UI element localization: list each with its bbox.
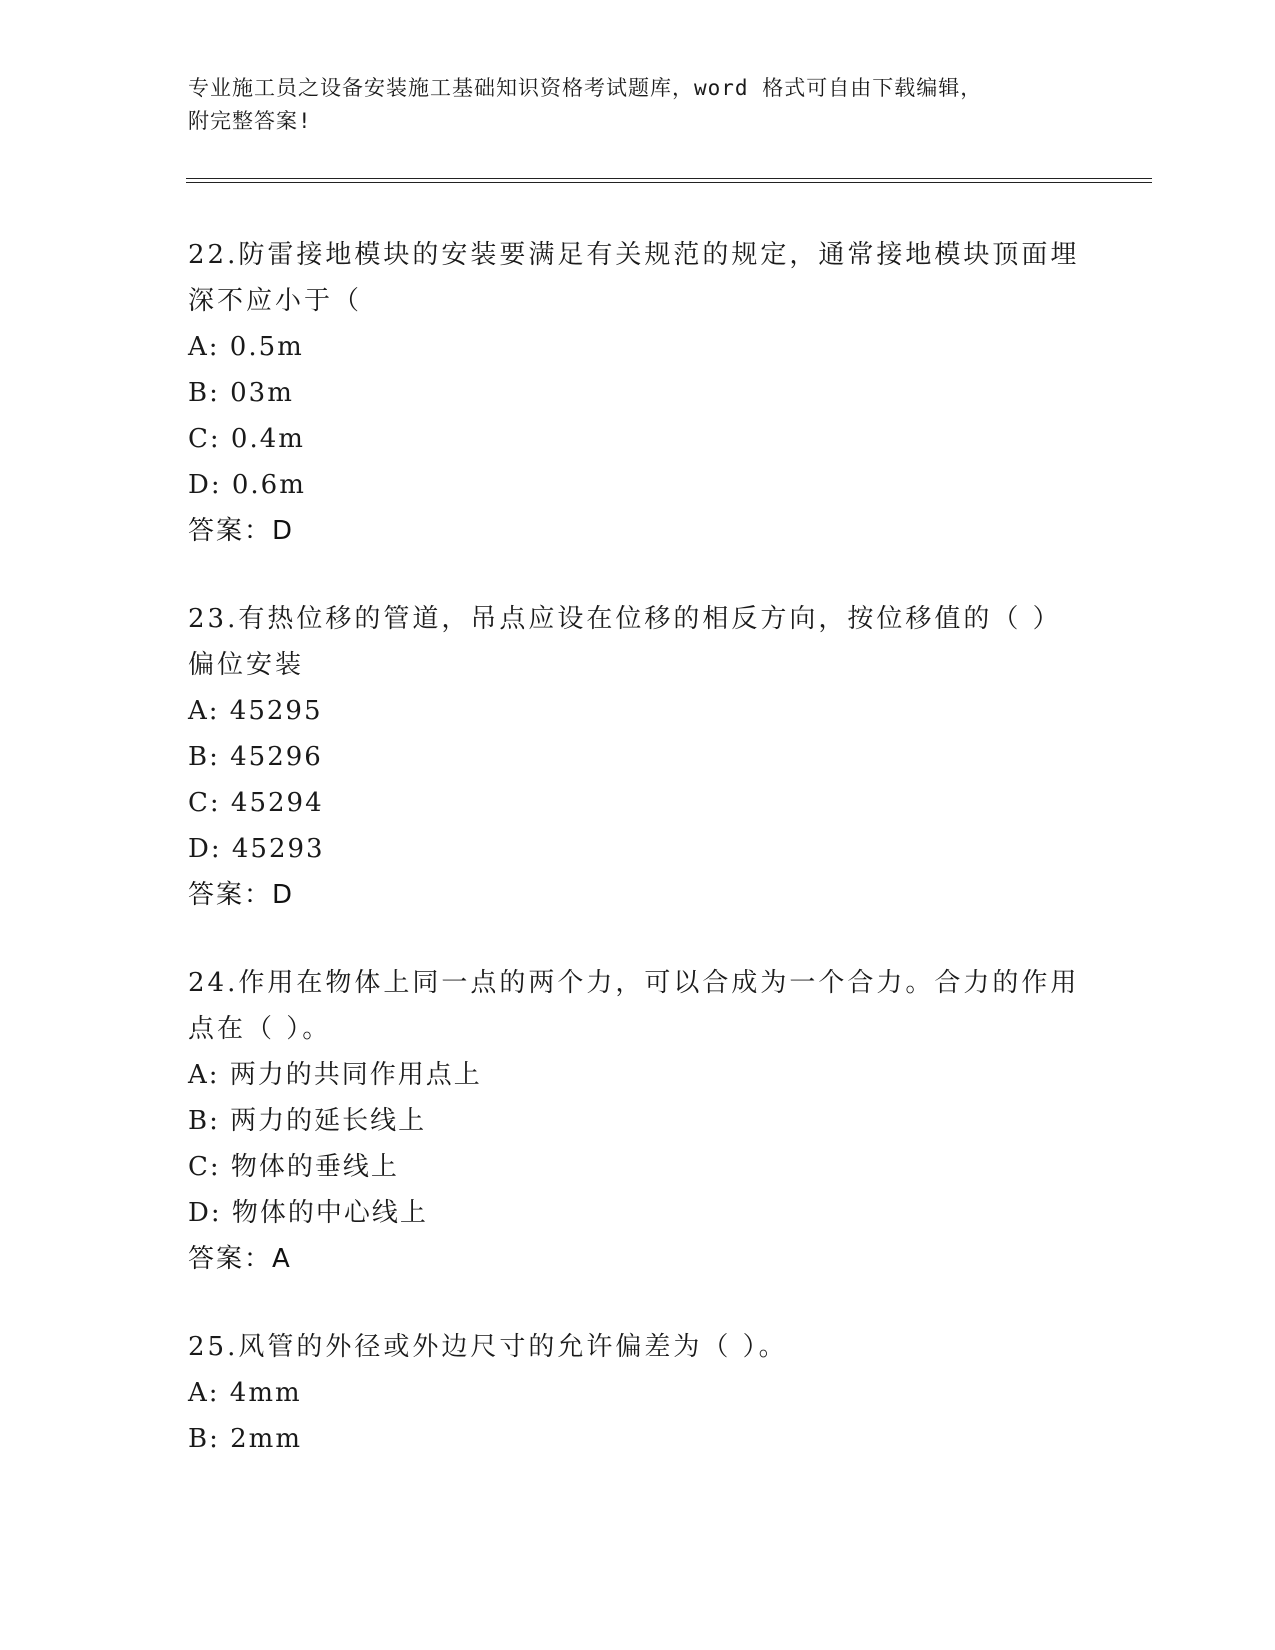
option-b: B: 2mm: [188, 1424, 302, 1454]
option-a: A: 0.5m: [188, 332, 304, 362]
question-24: [188, 960, 1088, 1282]
option-a: A: 4mm: [188, 1378, 302, 1408]
option-b: B: 03m: [188, 378, 294, 408]
option-d: D: 45293: [188, 834, 325, 864]
question-stem-line: 深不应小于（: [188, 286, 363, 316]
option-b: B: 两力的延长线上: [188, 1106, 427, 1136]
option-a: A: 两力的共同作用点上: [188, 1060, 482, 1090]
option-d: D: 0.6m: [188, 470, 306, 500]
document-header: [188, 72, 1088, 138]
option-d: D: 物体的中心线上: [188, 1198, 428, 1228]
question-stem-line: 23.有热位移的管道，吊点应设在位移的相反方向，按位移值的（ ）: [188, 604, 1062, 634]
question-stem-line: 点在（ ）。: [188, 1014, 332, 1044]
header-line-1: 专业施工员之设备安装施工基础知识资格考试题库，word 格式可自由下载编辑，: [188, 76, 983, 100]
question-list: [188, 232, 1088, 1504]
answer: 答案：D: [188, 880, 295, 910]
question-stem-line: 偏位安装: [188, 650, 305, 680]
answer: 答案：D: [188, 516, 295, 546]
question-22: [188, 232, 1088, 554]
question-stem-line: 25.风管的外径或外边尺寸的允许偏差为（ ）。: [188, 1332, 788, 1362]
question-23: [188, 596, 1088, 918]
option-b: B: 45296: [188, 742, 323, 772]
header-double-rule: [186, 178, 1152, 183]
option-c: C: 物体的垂线上: [188, 1152, 399, 1182]
question-25: [188, 1324, 1088, 1462]
header-line-2: 附完整答案!: [188, 109, 312, 133]
option-a: A: 45295: [188, 696, 323, 726]
option-c: C: 0.4m: [188, 424, 305, 454]
option-c: C: 45294: [188, 788, 324, 818]
answer: 答案：A: [188, 1244, 292, 1274]
question-stem-line: 22.防雷接地模块的安装要满足有关规范的规定，通常接地模块顶面埋: [188, 240, 1080, 270]
question-stem-line: 24.作用在物体上同一点的两个力，可以合成为一个合力。合力的作用: [188, 968, 1080, 998]
